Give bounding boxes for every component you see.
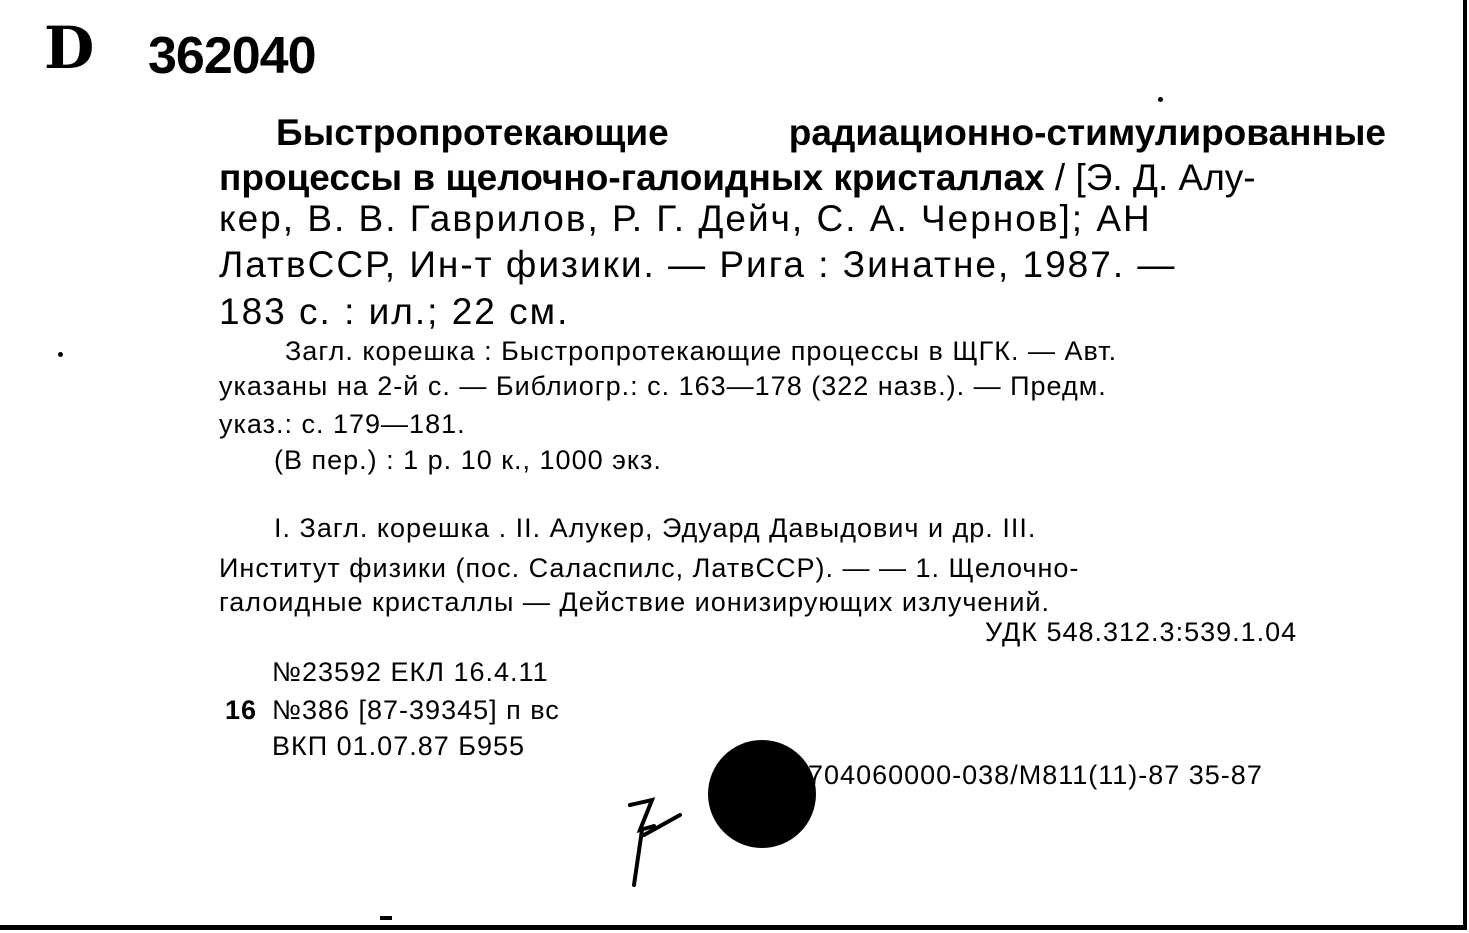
subject-line-1: I. Загл. корешка . II. Алукер, Эдуард Давыдович и др. III. [274,513,1037,543]
note-line-3: указ.: с. 179—181. [219,409,466,439]
code-line: 1704060000-038/M811(11)-87 35-87 [792,760,1263,790]
subject-line-3: галоидные кристаллы — Действие ионизирующих излучений. [219,587,1051,617]
title-line-2b: / [Э. Д. Алу- [1054,157,1256,198]
title-line-5: 183 с. : ил.; 22 см. [219,291,570,332]
registry-row-2-prefix: 16 [225,695,258,725]
price-line: (В пер.) : 1 р. 10 к., 1000 экз. [274,445,662,475]
registry-row-1: №23592 ЕКЛ 16.4.11 [272,657,549,687]
catalog-number: 362040 [148,27,316,85]
title-line-2a: процессы в щелочно-галоидных кристаллах [219,157,1045,198]
subject-line-2: Институт физики (пос. Саласпилс, ЛатвССР). — — 1. Щелочно- [219,553,1080,583]
speck-bottom [380,916,392,920]
title-line-3: кер, В. В. Гаврилов, Р. Г. Дейч, С. А. Чернов]; АН [219,198,1152,239]
speck-left [58,352,63,357]
title-line-1 [276,112,1386,154]
registry-row-2: №386 [87-39345] п вс [272,695,560,725]
title-line-1b: радиационно-стимулированные [788,112,1386,153]
note-line-1: Загл. корешка : Быстропротекающие процессы в ЩГК. — Авт. [285,336,1118,366]
handwritten-initial-mark [620,790,700,890]
title-line-4: ЛатвССР, Ин-т физики. — Рига : Зинатне, 1987. — [219,244,1177,285]
registry-row-3: ВКП 01.07.87 Б955 [272,731,526,761]
title-line-2 [219,157,1256,199]
catalog-mark: D [44,14,96,82]
udc-line: УДК 548.312.3:539.1.04 [985,617,1298,647]
note-line-2: указаны на 2-й с. — Библиогр.: с. 163—178 (322 назв.). — Предм. [219,371,1107,401]
punch-hole-dot [708,740,816,848]
title-line-1a: Быстропротекающие [276,112,669,153]
speck-top [1158,97,1163,102]
